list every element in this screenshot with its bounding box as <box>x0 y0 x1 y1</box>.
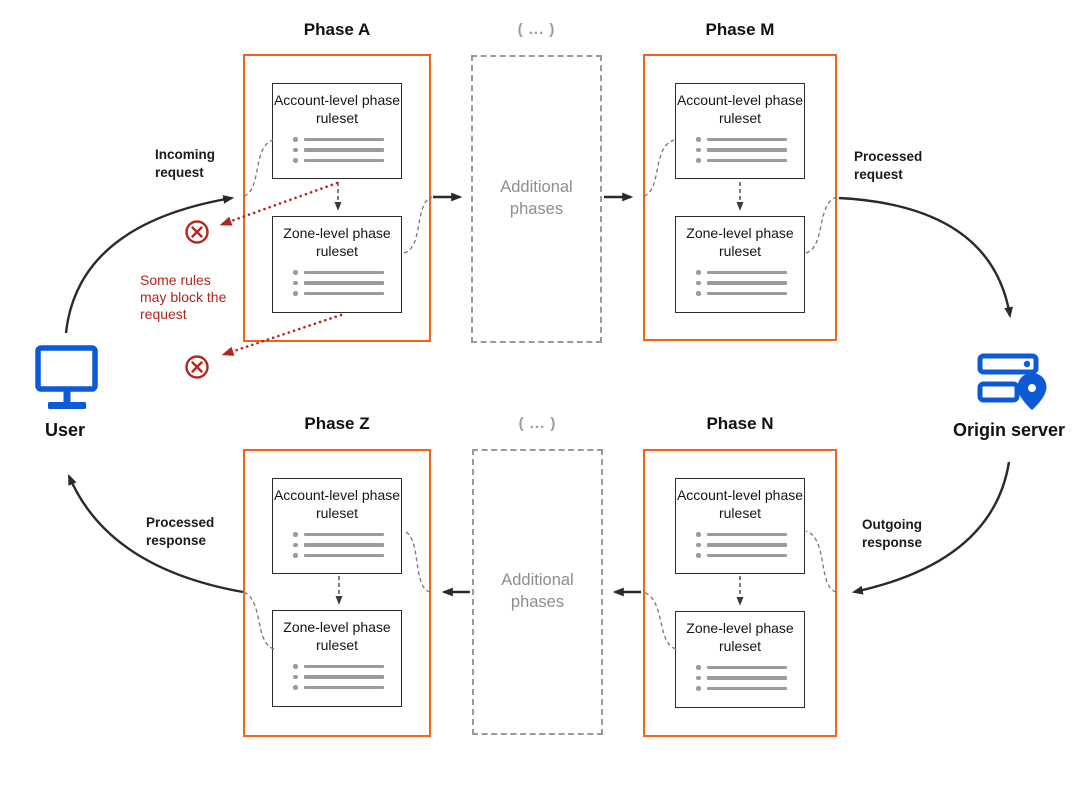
phase-n-account-ruleset-box <box>675 478 805 574</box>
ruleset-rule-lines <box>293 532 401 558</box>
phase-m-box <box>643 54 837 341</box>
block-note-text: Some rules may block the request <box>140 272 227 323</box>
ruleset-rule-lines <box>696 270 804 296</box>
phase-a-box <box>243 54 431 342</box>
outgoing-response-label: Outgoing response <box>862 517 923 551</box>
incoming-request-label: Incoming request <box>155 147 215 181</box>
blocked-icon <box>187 357 208 378</box>
phase-z-account-ruleset-box <box>272 478 402 574</box>
user-monitor-icon <box>38 348 95 409</box>
user-label: User <box>44 420 86 440</box>
phase-n-zone-ruleset-box <box>675 611 805 708</box>
origin-server-icon <box>980 356 1047 410</box>
phase-m-zone-ruleset-box <box>675 216 805 313</box>
processed-response-label: Processed response <box>146 515 215 549</box>
additional-phases-bottom-ellipsis: ( ... ) <box>518 415 557 432</box>
account-ruleset-label: Account-level phase ruleset <box>676 92 804 126</box>
zone-ruleset-label: Zone-level phase ruleset <box>686 225 794 259</box>
phase-n-title: Phase N <box>706 414 774 433</box>
phase-a-account-ruleset-box <box>272 83 402 179</box>
account-ruleset-label: Account-level phase ruleset <box>273 487 401 521</box>
account-ruleset-label: Account-level phase ruleset <box>676 487 804 521</box>
zone-ruleset-label: Zone-level phase ruleset <box>686 620 794 654</box>
phase-n-box <box>643 449 837 737</box>
zone-ruleset-label: Zone-level phase ruleset <box>283 619 391 653</box>
phase-m-to-origin-arrow <box>839 198 1010 316</box>
ruleset-rule-lines <box>293 664 401 690</box>
phase-z-title: Phase Z <box>304 414 370 433</box>
additional-phases-top-box <box>471 55 602 343</box>
zone-ruleset-label: Zone-level phase ruleset <box>283 225 391 259</box>
additional-phases-top-ellipsis: ( ... ) <box>517 21 556 38</box>
account-ruleset-label: Account-level phase ruleset <box>273 92 401 126</box>
phase-m-account-ruleset-box <box>675 83 805 179</box>
additional-phases-label: Additional phases <box>500 178 573 218</box>
ruleset-rule-lines <box>696 532 804 558</box>
ruleset-rule-lines <box>293 270 401 296</box>
phase-a-zone-ruleset-box <box>272 216 402 313</box>
origin-server-label: Origin server <box>952 420 1066 440</box>
phase-m-title: Phase M <box>705 20 775 39</box>
phase-a-title: Phase A <box>303 20 371 39</box>
additional-phases-bottom-box <box>472 449 603 735</box>
processed-request-label: Processed request <box>854 149 923 183</box>
phase-z-box <box>243 449 431 737</box>
ruleset-rule-lines <box>293 137 401 163</box>
phase-z-zone-ruleset-box <box>272 610 402 707</box>
additional-phases-label: Additional phases <box>501 571 574 611</box>
ruleset-rule-lines <box>696 137 804 163</box>
blocked-icon <box>187 222 208 243</box>
ruleset-rule-lines <box>696 665 804 691</box>
